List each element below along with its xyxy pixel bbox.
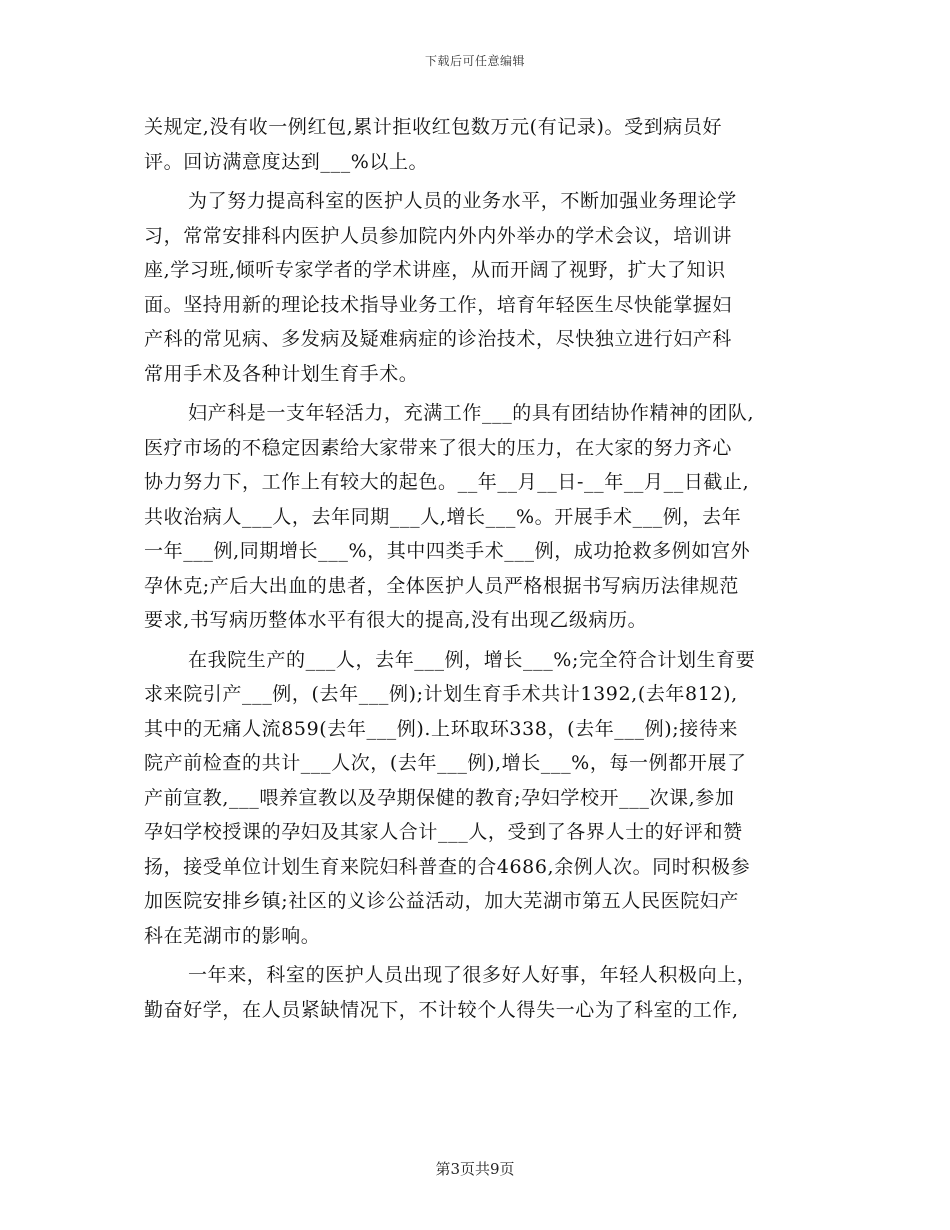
text-line: 评。回访满意度达到___%以上。 [144,150,429,173]
text-line: 共收治病人___人，去年同期___人,增长___%。开展手术___例，去年 [144,505,742,528]
text-line: 习，常常安排科内医护人员参加院内外内外举办的学术会议，培训讲 [144,224,733,247]
text-line: 孕妇学校授课的孕妇及其家人合计___人，受到了各界人士的好评和赞 [144,821,743,843]
text-line: 求来院引产___例，(去年___例);计划生育手术共计1392,(去年812), [144,683,738,705]
paragraph-1 [144,110,824,179]
text-line: 其中的无痛人流859(去年___例).上环取环338，(去年___例);接待来 [144,717,739,740]
text-line: 协力努力下，工作上有较大的起色。__年__月__日-__年__月__日截止, [144,471,750,493]
text-line: 医疗市场的不稳定因素给大家带来了很大的压力，在大家的努力齐心 [144,436,733,459]
paragraph-2 [144,184,824,391]
document-body [144,110,824,1027]
text-line: 常用手术及各种计划生育手术。 [144,362,419,385]
text-line: 产科的常见病、多发病及疑难病症的诊治技术，尽快独立进行妇产科 [144,328,733,350]
page-number: 第3页共9页 [435,1160,515,1178]
text-line: 妇产科是一支年轻活力，充满工作___的具有团结协作精神的团队, [188,402,755,424]
text-line: 关规定,没有收一例红包,累计拒收红包数万元(有记录)。受到病员好 [144,116,723,138]
page-header: 下载后可任意编辑 [424,54,525,68]
text-line: 要求,书写病历整体水平有很大的提高,没有出现乙级病历。 [144,609,648,631]
text-line: 加医院安排乡镇;社区的义诊公益活动，加大芜湖市第五人民医院妇产 [144,890,740,912]
text-line: 院产前检查的共计___人次，(去年___例),增长___%，每一例都开展了 [144,752,747,774]
text-line: 一年___例,同期增长___%，其中四类手术___例，成功抢救多例如宫外 [144,540,751,562]
text-line: 在我院生产的___人，去年___例，增长___%;完全符合计划生育要 [188,648,756,671]
text-line: 产前宣教,___喂养宣教以及孕期保健的教育;孕妇学校开___次课,参加 [144,786,735,809]
text-line: 面。坚持用新的理论技术指导业务工作，培育年轻医生尽快能掌握妇 [144,293,733,316]
paragraph-3 [144,396,824,638]
text-line: 扬，接受单位计划生育来院妇科普查的合4686,余例人次。同时积极参 [144,855,751,878]
text-line: 勤奋好学，在人员紧缺情况下，不计较个人得失一心为了科室的工作, [144,998,739,1021]
text-line: 座,学习班,倾听专家学者的学术讲座，从而开阔了视野，扩大了知识 [144,259,726,281]
paragraph-4 [144,643,824,954]
text-line: 一年来，科室的医护人员出现了很多好人好事，年轻人积极向上， [188,964,757,986]
paragraph-5 [144,958,824,1027]
text-line: 科在芜湖市的影响。 [144,924,321,947]
text-line: 孕休克;产后大出血的患者，全体医护人员严格根据书写病历法律规范 [144,574,740,597]
text-line: 为了努力提高科室的医护人员的业务水平，不断加强业务理论学 [188,190,737,212]
